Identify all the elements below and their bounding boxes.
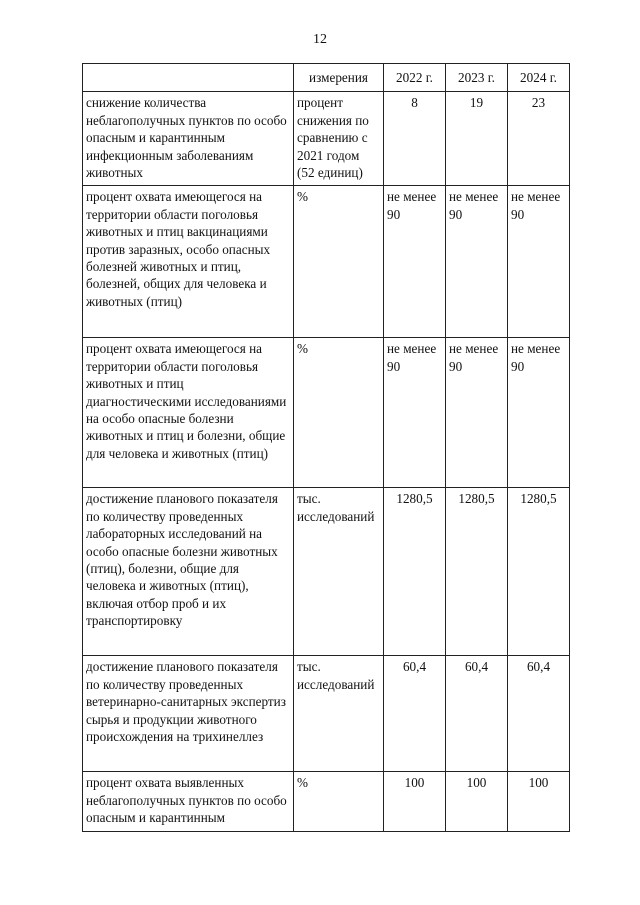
value-2024-cell: 23: [508, 92, 570, 186]
value-2023-cell: 19: [446, 92, 508, 186]
value-2024-cell: 100: [508, 772, 570, 832]
unit-cell: тыс. исследований: [294, 488, 384, 656]
indicator-cell: снижение количества неблагополучных пунктов по особо опасным и карантинным инфекционным заболеваниям животных: [83, 92, 294, 186]
value-2024-cell: 1280,5: [508, 488, 570, 656]
value-2024-cell: 60,4: [508, 656, 570, 772]
header-year-2023: 2023 г.: [446, 64, 508, 92]
value-2022-cell: 8: [384, 92, 446, 186]
unit-cell: %: [294, 772, 384, 832]
table-row: [83, 186, 570, 338]
value-2022-cell: 100: [384, 772, 446, 832]
value-2023-cell: 60,4: [446, 656, 508, 772]
table-row: [83, 488, 570, 656]
value-2022-cell: не менее 90: [384, 338, 446, 488]
value-2023-cell: не менее 90: [446, 338, 508, 488]
unit-cell: %: [294, 338, 384, 488]
table-row: [83, 92, 570, 186]
table-row: [83, 772, 570, 832]
header-year-2024: 2024 г.: [508, 64, 570, 92]
value-2023-cell: не менее 90: [446, 186, 508, 338]
indicators-table: [82, 63, 570, 832]
header-unit: измерения: [294, 64, 384, 92]
unit-cell: тыс. исследований: [294, 656, 384, 772]
table-header-row: [83, 64, 570, 92]
header-year-2022: 2022 г.: [384, 64, 446, 92]
unit-cell: процент снижения по сравнению с 2021 годом (52 единиц): [294, 92, 384, 186]
indicator-cell: достижение планового показателя по количеству проведенных лабораторных исследований на особо опасные болезни животных (птиц), болезни, общие для человека и животных (птиц), включая отбор проб и их транспортировку: [83, 488, 294, 656]
indicator-cell: процент охвата имеющегося на территории области поголовья животных и птиц вакцинациями против заразных, особо опасных болезней животных и птиц, болезней, общих для человека и животных (птиц): [83, 186, 294, 338]
value-2022-cell: не менее 90: [384, 186, 446, 338]
value-2024-cell: не менее 90: [508, 338, 570, 488]
table-row: [83, 338, 570, 488]
indicator-cell: достижение планового показателя по количеству проведенных ветеринарно-санитарных экспертиз сырья и продукции животного происхождения на трихинеллез: [83, 656, 294, 772]
value-2024-cell: не менее 90: [508, 186, 570, 338]
indicator-cell: процент охвата выявленных неблагополучных пунктов по особо опасным и карантинным: [83, 772, 294, 832]
header-indicator: [83, 64, 294, 92]
value-2022-cell: 60,4: [384, 656, 446, 772]
value-2023-cell: 1280,5: [446, 488, 508, 656]
value-2022-cell: 1280,5: [384, 488, 446, 656]
unit-cell: %: [294, 186, 384, 338]
indicator-cell: процент охвата имеющегося на территории области поголовья животных и птиц диагностическими исследованиями на особо опасные болезни животных и птиц и болезни, общие для человека и животных (птиц): [83, 338, 294, 488]
page-number: 12: [313, 32, 327, 47]
value-2023-cell: 100: [446, 772, 508, 832]
table-row: [83, 656, 570, 772]
